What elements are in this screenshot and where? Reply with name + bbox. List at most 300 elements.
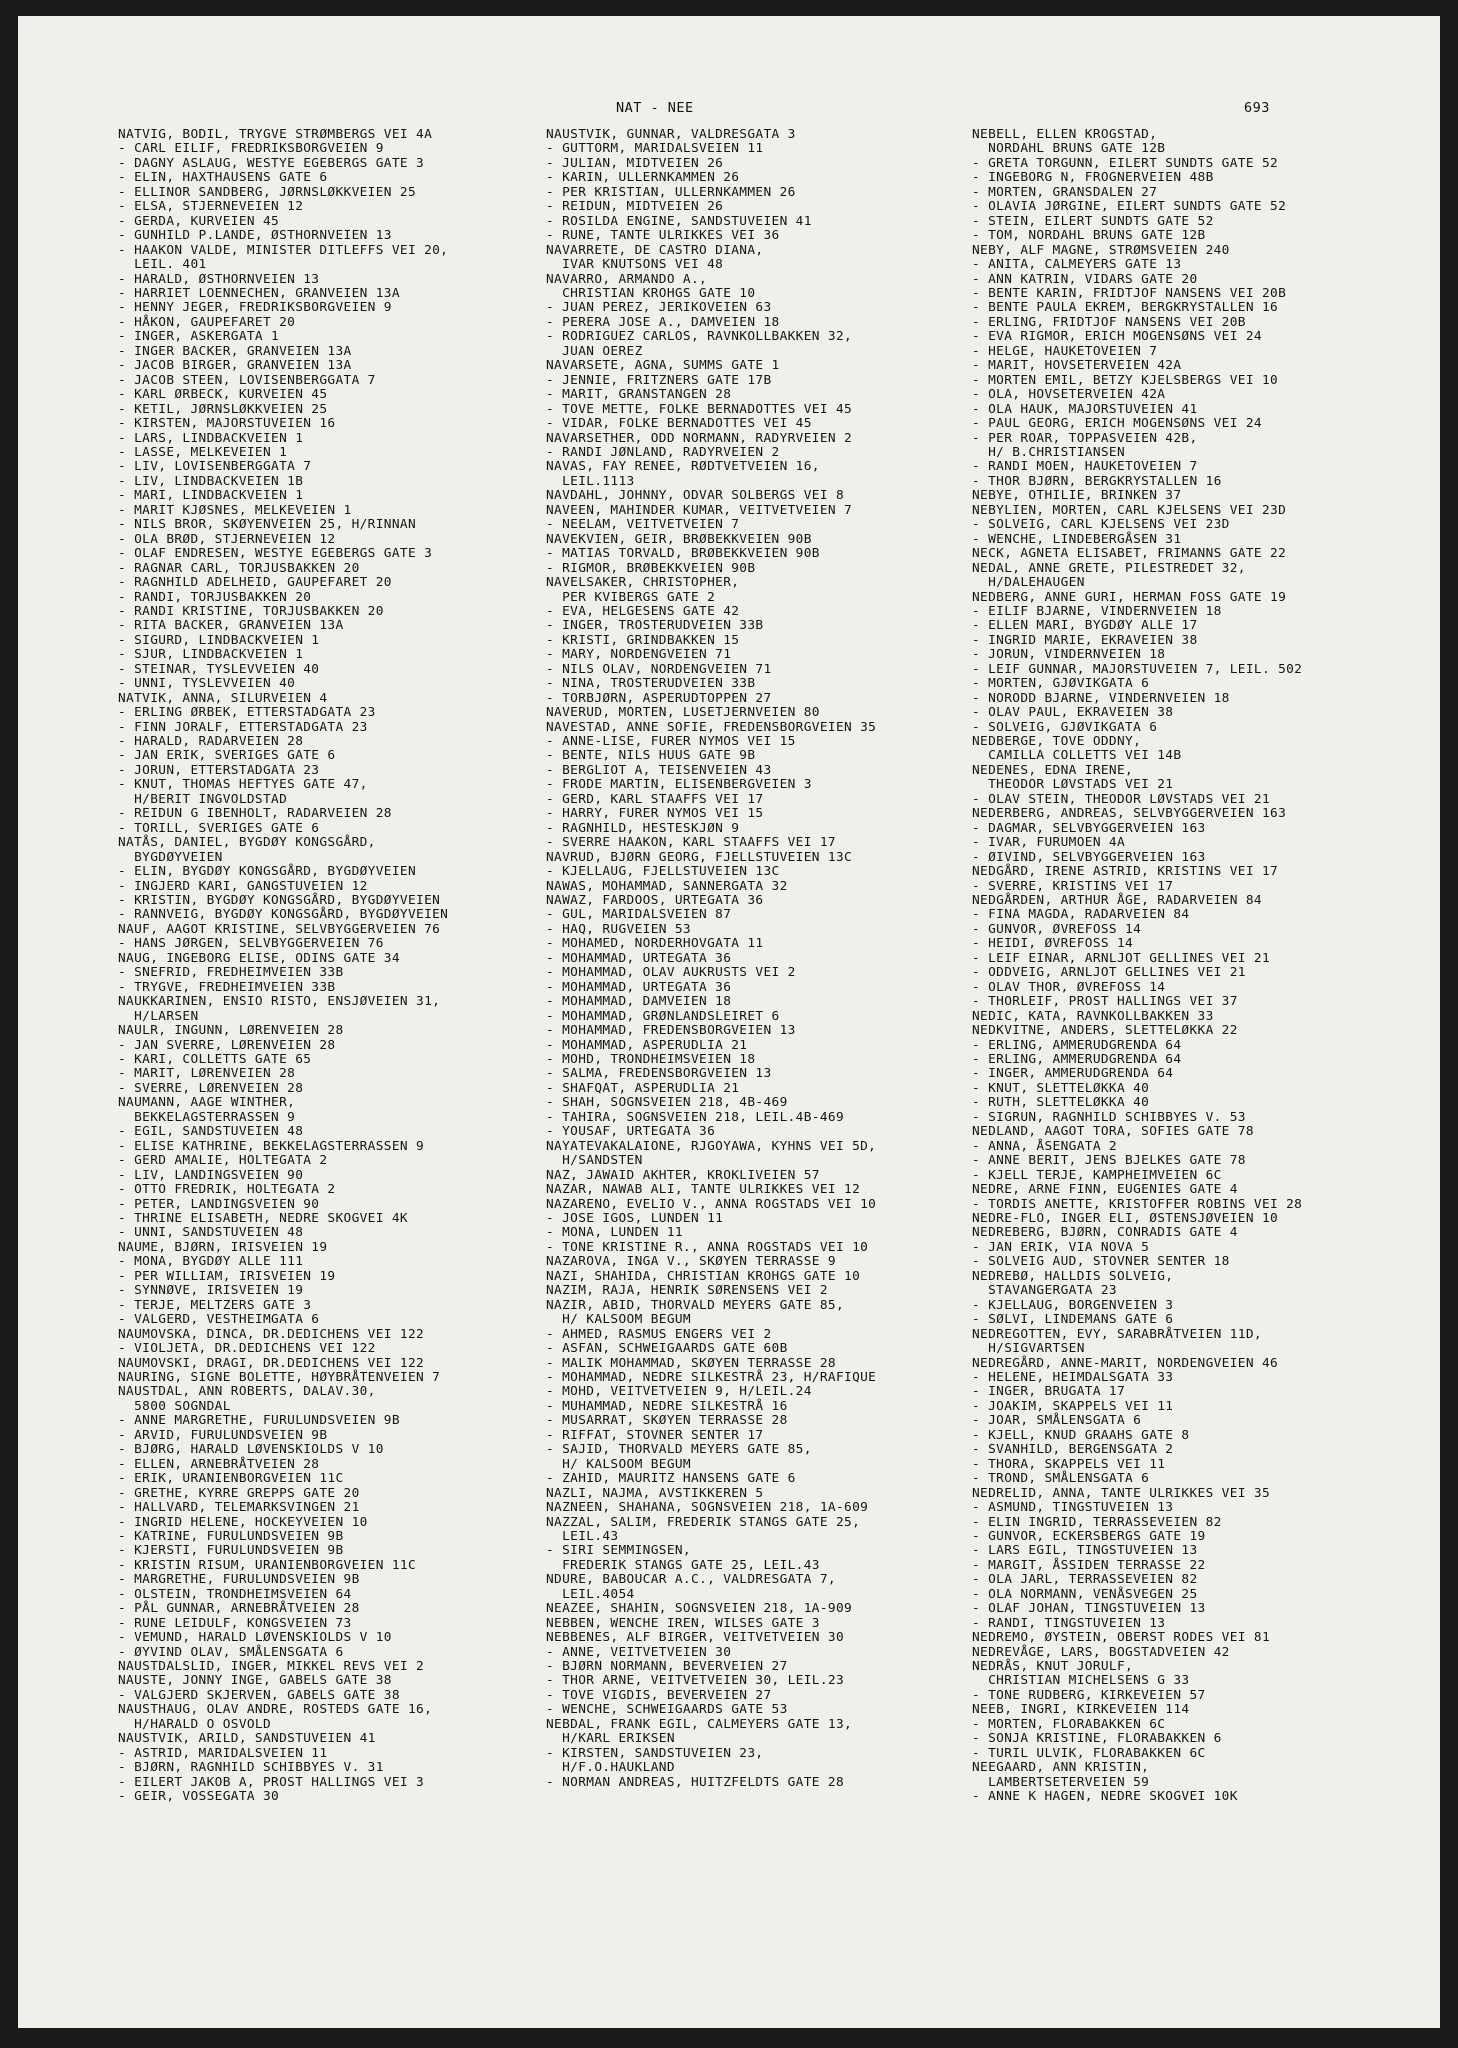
directory-entry: - MARIT, LØRENVEIEN 28 [118,1066,296,1082]
directory-entry: - SIRI SEMMINGSEN, [546,1543,691,1559]
directory-entry: - OLAF JOHAN, TINGSTUVEIEN 13 [972,1601,1206,1617]
listing-column-1 [118,128,448,1805]
directory-entry: - TRYGVE, FREDHEIMVEIEN 33B [118,979,336,995]
directory-entry: - ROSILDA ENGINE, SANDSTUVEIEN 41 [546,213,812,229]
directory-entry: STAVANGERGATA 23 [972,1283,1117,1299]
directory-entry: - SALMA, FREDENSBORGVEIEN 13 [546,1066,772,1082]
directory-entry: - MARIT, HOVSETERVEIEN 42A [972,358,1182,374]
directory-entry: - TERJE, MELTZERS GATE 3 [118,1297,312,1313]
directory-entry: - ELSA, STJERNEVEIEN 12 [118,199,304,215]
directory-entry: - BENTE KARIN, FRIDTJOF NANSENS VEI 20B [972,285,1287,301]
directory-entry: - GUNVOR, ØVREFOSS 14 [972,921,1142,937]
directory-entry: - IVAR, FURUMOEN 4A [972,835,1126,851]
directory-entry: - SVANHILD, BERGENSGATA 2 [972,1442,1174,1458]
directory-entry: NEBELL, ELLEN KROGSTAD, [972,127,1158,142]
directory-entry: - MOHAMMAD, ASPERUDLIA 21 [546,1037,748,1053]
directory-entry: - RUNE, TANTE ULRIKKES VEI 36 [546,228,780,244]
directory-entry: NAZNEEN, SHAHANA, SOGNSVEIEN 218, 1A-609 [546,1500,869,1516]
directory-entry: NATVIG, BODIL, TRYGVE STRØMBERGS VEI 4A [118,127,433,142]
directory-entry: - GUNHILD P.LANDE, ØSTHORNVEIEN 13 [118,228,392,244]
directory-entry: - INGRID MARIE, EKRAVEIEN 38 [972,632,1198,648]
directory-entry: - DAGNY ASLAUG, WESTYE EGEBERGS GATE 3 [118,155,425,171]
directory-entry: - OTTO FREDRIK, HOLTEGATA 2 [118,1182,336,1198]
directory-entry: NDURE, BABOUCAR A.C., VALDRESGATA 7, [546,1572,836,1588]
directory-entry: - FRODE MARTIN, ELISENBERGVEIEN 3 [546,777,812,793]
directory-entry: - RANDI, TORJUSBAKKEN 20 [118,589,312,605]
directory-entry: BYGDØYVEIEN [118,849,223,865]
directory-entry: - TOVE METTE, FOLKE BERNADOTTES VEI 45 [546,401,853,417]
directory-entry: - CARL EILIF, FREDRIKSBORGVEIEN 9 [118,141,384,157]
directory-entry: - NILS OLAV, NORDENGVEIEN 71 [546,661,772,677]
directory-entry: - OLAV THOR, ØVREFOSS 14 [972,979,1166,995]
directory-entry: - VALGJERD SKJERVEN, GABELS GATE 38 [118,1687,400,1703]
directory-entry: CHRISTIAN MICHELSENS G 33 [972,1673,1190,1689]
directory-entry: - BERGLIOT A, TEISENVEIEN 43 [546,762,772,778]
directory-entry: - HARALD, RADARVEIEN 28 [118,734,304,750]
directory-entry: - ELISE KATHRINE, BEKKELAGSTERRASSEN 9 [118,1138,425,1154]
directory-entry: - HEIDI, ØVREFOSS 14 [972,936,1134,952]
directory-entry: NEAZEE, SHAHIN, SOGNSVEIEN 218, 1A-909 [546,1601,853,1617]
directory-entry: NAZIR, ABID, THORVALD MEYERS GATE 85, [546,1297,845,1313]
directory-entry: - BENTE PAULA EKREM, BERGKRYSTALLEN 16 [972,300,1279,316]
directory-entry: - KNUT, THOMAS HEFTYES GATE 47, [118,777,368,793]
directory-entry: - MARIT, GRANSTANGEN 28 [546,387,732,403]
directory-entry: - EVA, HELGESENS GATE 42 [546,603,740,619]
directory-entry: - INGER BACKER, GRANVEIEN 13A [118,343,352,359]
directory-entry: - ERLING ØRBEK, ETTERSTADGATA 23 [118,705,376,721]
directory-entry: NEDREVÅGE, LARS, BOGSTADVEIEN 42 [972,1644,1230,1660]
directory-entry: 5800 SOGNDAL [118,1398,231,1414]
directory-entry: - INGER, ASKERGATA 1 [118,329,280,345]
directory-entry: - SHAFQAT, ASPERUDLIA 21 [546,1080,740,1096]
directory-entry: - ØYVIND OLAV, SMÅLENSGATA 6 [118,1644,344,1660]
directory-entry: - BJØRN, RAGNHILD SCHIBBYES V. 31 [118,1760,384,1776]
directory-entry: - PÅL GUNNAR, ARNEBRÅTVEIEN 28 [118,1601,360,1617]
directory-entry: - GRETHE, KYRRE GREPPS GATE 20 [118,1485,360,1501]
directory-entry: - TORDIS ANETTE, KRISTOFFER ROBINS VEI 28 [972,1196,1303,1212]
directory-entry: H/SIGVARTSEN [972,1341,1085,1357]
directory-entry: NAUSTVIK, ARILD, SANDSTUVEIEN 41 [118,1731,376,1747]
directory-entry: - OLAF ENDRESEN, WESTYE EGEBERGS GATE 3 [118,546,433,562]
directory-entry: - NEELAM, VEITVETVEIEN 7 [546,517,740,533]
directory-entry: - HANS JØRGEN, SELVBYGGERVEIEN 76 [118,936,384,952]
directory-entry: - PERERA JOSE A., DAMVEIEN 18 [546,314,780,330]
directory-entry: - SAJID, THORVALD MEYERS GATE 85, [546,1442,812,1458]
directory-entry: - GERD AMALIE, HOLTEGATA 2 [118,1153,328,1169]
directory-entry: H/KARL ERIKSEN [546,1731,675,1747]
directory-entry: - JORUN, VINDERNVEIEN 18 [972,647,1166,663]
directory-entry: - MUSARRAT, SKØYEN TERRASSE 28 [546,1413,788,1429]
directory-entry: - RANDI JØNLAND, RADYRVEIEN 2 [546,444,780,460]
directory-entry: - JAN ERIK, VIA NOVA 5 [972,1239,1150,1255]
directory-entry: - TONE KRISTINE R., ANNA ROGSTADS VEI 10 [546,1239,869,1255]
directory-entry: NAVARSETE, AGNA, SUMMS GATE 1 [546,358,780,374]
directory-entry: - RODRIGUEZ CARLOS, RAVNKOLLBAKKEN 32, [546,329,853,345]
directory-entry: - LIV, LOVISENBERGGATA 7 [118,459,312,475]
directory-entry: LEIL.43 [546,1528,619,1544]
directory-entry: - JOAR, SMÅLENSGATA 6 [972,1413,1142,1429]
directory-entry: - FINN JORALF, ETTERSTADGATA 23 [118,719,368,735]
directory-entry: - HARALD, ØSTHORNVEIEN 13 [118,271,320,287]
directory-entry: - INGER, AMMERUDGRENDA 64 [972,1066,1174,1082]
directory-entry: - ERIK, URANIENBORGVEIEN 11C [118,1471,344,1487]
directory-entry: - UNNI, SANDSTUVEIEN 48 [118,1225,304,1241]
directory-entry: - KARL ØRBECK, KURVEIEN 45 [118,387,328,403]
directory-entry: NECK, AGNETA ELISABET, FRIMANNS GATE 22 [972,546,1287,562]
directory-entry: - BJØRG, HARALD LØVENSKIOLDS V 10 [118,1442,384,1458]
directory-entry: NAVAS, FAY RENEE, RØDTVETVEIEN 16, [546,459,820,475]
directory-entry: - GERDA, KURVEIEN 45 [118,213,280,229]
directory-entry: - RAGNHILD ADELHEID, GAUPEFARET 20 [118,575,392,591]
directory-entry: H/ KALSOOM BEGUM [546,1312,691,1328]
directory-entry: - THOR BJØRN, BERGKRYSTALLEN 16 [972,473,1222,489]
directory-entry: NAURING, SIGNE BOLETTE, HØYBRÅTENVEIEN 7 [118,1369,441,1385]
directory-entry: NEDREBERG, BJØRN, CONRADIS GATE 4 [972,1225,1238,1241]
directory-entry: NAZIM, RAJA, HENRIK SØRENSENS VEI 2 [546,1283,828,1299]
listing-column-2 [546,128,876,1790]
directory-entry: - RIFFAT, STOVNER SENTER 17 [546,1427,764,1443]
directory-entry: NAUSTDALSLID, INGER, MIKKEL REVS VEI 2 [118,1659,425,1675]
directory-entry: THEODOR LØVSTADS VEI 21 [972,777,1174,793]
directory-entry: NEDENES, EDNA IRENE, [972,762,1134,778]
directory-entry: - LARS EGIL, TINGSTUVEIEN 13 [972,1543,1198,1559]
directory-entry: NEDLAND, AAGOT TORA, SOFIES GATE 78 [972,1124,1254,1140]
directory-entry: - MARY, NORDENGVEIEN 71 [546,647,732,663]
directory-entry: - JACOB BIRGER, GRANVEIEN 13A [118,358,352,374]
directory-entry: - KRISTIN RISUM, URANIENBORGVEIEN 11C [118,1557,417,1573]
directory-entry: NAZZAL, SALIM, FREDERIK STANGS GATE 25, [546,1514,861,1530]
directory-entry: - GUL, MARIDALSVEIEN 87 [546,907,732,923]
directory-entry: - TONE RUDBERG, KIRKEVEIEN 57 [972,1687,1206,1703]
directory-entry: NEDGÅRD, IRENE ASTRID, KRISTINS VEI 17 [972,864,1279,880]
directory-entry: NAVELSAKER, CHRISTOPHER, [546,575,740,591]
directory-entry: - RIGMOR, BRØBEKKVEIEN 90B [546,560,756,576]
directory-entry: - PER WILLIAM, IRISVEIEN 19 [118,1268,336,1284]
directory-entry: NAVARRETE, DE CASTRO DIANA, [546,242,764,258]
directory-entry: - ELIN INGRID, TERRASSEVEIEN 82 [972,1514,1222,1530]
directory-entry: NEDERBERG, ANDREAS, SELVBYGGERVEIEN 163 [972,806,1287,822]
directory-entry: - PER KRISTIAN, ULLERNKAMMEN 26 [546,184,796,200]
directory-entry: - SJUR, LINDBACKVEIEN 1 [118,647,304,663]
directory-entry: - SIGRUN, RAGNHILD SCHIBBYES V. 53 [972,1109,1246,1125]
directory-entry: - MOHAMMAD, URTEGATA 36 [546,979,732,995]
directory-entry: - REIDUN, MIDTVEIEN 26 [546,199,724,215]
directory-entry: - NINA, TROSTERUDVEIEN 33B [546,676,756,692]
directory-entry: - STEINAR, TYSLEVVEIEN 40 [118,661,320,677]
directory-entry: NAVRUD, BJØRN GEORG, FJELLSTUVEIEN 13C [546,849,853,865]
directory-entry: - NORMAN ANDREAS, HUITZFELDTS GATE 28 [546,1774,845,1790]
directory-entry: - ARVID, FURULUNDSVEIEN 9B [118,1427,328,1443]
directory-entry: - MONA, LUNDEN 11 [546,1225,683,1241]
directory-entry: - VIOLJETA, DR.DEDICHENS VEI 122 [118,1341,376,1357]
directory-entry: - SIGURD, LINDBACKVEIEN 1 [118,632,320,648]
directory-entry: - MONA, BYGDØY ALLE 111 [118,1254,304,1270]
directory-entry: NEDREMO, ØYSTEIN, OBERST RODES VEI 81 [972,1630,1271,1646]
directory-entry: NAUG, INGEBORG ELISE, ODINS GATE 34 [118,950,400,966]
directory-entry: - LEIF GUNNAR, MAJORSTUVEIEN 7, LEIL. 502 [972,661,1303,677]
directory-entry: NAVDAHL, JOHNNY, ODVAR SOLBERGS VEI 8 [546,488,845,504]
directory-entry: NAVESTAD, ANNE SOFIE, FREDENSBORGVEIEN 35 [546,719,877,735]
directory-entry: - RAGNHILD, HESTESKJØN 9 [546,820,740,836]
directory-entry: - INGER, BRUGATA 17 [972,1384,1126,1400]
directory-entry: - KNUT, SLETTELØKKA 40 [972,1080,1150,1096]
directory-entry: - MOHAMMAD, GRØNLANDSLEIRET 6 [546,1008,780,1024]
directory-entry: - REIDUN G IBENHOLT, RADARVEIEN 28 [118,806,392,822]
directory-entry: - HAAKON VALDE, MINISTER DITLEFFS VEI 20, [118,242,449,258]
directory-entry: H/LARSEN [118,1008,199,1024]
directory-entry: - HÅKON, GAUPEFARET 20 [118,314,296,330]
directory-entry: - SNEFRID, FREDHEIMVEIEN 33B [118,965,344,981]
directory-entry: NEDREGÅRD, ANNE-MARIT, NORDENGVEIEN 46 [972,1355,1279,1371]
directory-entry: - JOAKIM, SKAPPELS VEI 11 [972,1398,1174,1414]
directory-entry: - ELIN, HAXTHAUSENS GATE 6 [118,170,328,186]
directory-entry: - ØIVIND, SELVBYGGERVEIEN 163 [972,849,1206,865]
directory-entry: - RUNE LEIDULF, KONGSVEIEN 73 [118,1615,352,1631]
directory-entry: - MORTEN, GJØVIKGATA 6 [972,676,1150,692]
directory-entry: NEDRELID, ANNA, TANTE ULRIKKES VEI 35 [972,1485,1271,1501]
listing-column-3 [972,128,1302,1805]
directory-entry: - TURIL ULVIK, FLORABAKKEN 6C [972,1745,1206,1761]
directory-entry: - MALIK MOHAMMAD, SKØYEN TERRASSE 28 [546,1355,836,1371]
directory-entry: - INGER, TROSTERUDVEIEN 33B [546,618,764,634]
directory-entry: - VIDAR, FOLKE BERNADOTTES VEI 45 [546,416,812,432]
directory-entry: - KARI, COLLETTS GATE 65 [118,1052,312,1067]
directory-entry: - ERLING, FRIDTJOF NANSENS VEI 20B [972,314,1246,330]
directory-entry: - ASMUND, TINGSTUVEIEN 13 [972,1500,1174,1516]
directory-entry: - RANNVEIG, BYGDØY KONGSGÅRD, BYGDØYVEIEN [118,907,449,923]
directory-entry: - SVERRE, KRISTINS VEI 17 [972,878,1174,894]
directory-entry: - ANNA, ÅSENGATA 2 [972,1138,1117,1154]
directory-entry: - RANDI KRISTINE, TORJUSBAKKEN 20 [118,603,384,619]
directory-entry: - MOHAMMAD, FREDENSBORGVEIEN 13 [546,1023,796,1039]
directory-entry: NAZAROVA, INGA V., SKØYEN TERRASSE 9 [546,1254,836,1270]
directory-entry: - GRETA TORGUNN, EILERT SUNDTS GATE 52 [972,155,1279,171]
directory-entry: - JAN SVERRE, LØRENVEIEN 28 [118,1037,336,1053]
directory-entry: LEIL.4054 [546,1586,635,1602]
directory-entry: - ANN KATRIN, VIDARS GATE 20 [972,271,1198,287]
directory-entry: - ANITA, CALMEYERS GATE 13 [972,257,1182,273]
directory-entry: - HAQ, RUGVEIEN 53 [546,921,691,937]
directory-entry: - KIRSTEN, MAJORSTUVEIEN 16 [118,416,336,432]
directory-entry: - MOHAMMAD, OLAV AUKRUSTS VEI 2 [546,965,796,981]
directory-entry: - ANNE K HAGEN, NEDRE SKOGVEI 10K [972,1789,1238,1805]
directory-entry: - OLA HAUK, MAJORSTUVEIEN 41 [972,401,1198,417]
directory-entry: - WENCHE, SCHWEIGAARDS GATE 53 [546,1702,788,1718]
directory-entry: NAZI, SHAHIDA, CHRISTIAN KROHGS GATE 10 [546,1268,861,1284]
directory-entry: - ASFAN, SCHWEIGAARDS GATE 60B [546,1341,788,1357]
directory-entry: - KATRINE, FURULUNDSVEIEN 9B [118,1528,344,1544]
directory-entry: NEDGÅRDEN, ARTHUR ÅGE, RADARVEIEN 84 [972,893,1262,909]
directory-entry: - KJELL, KNUD GRAAHS GATE 8 [972,1427,1190,1443]
directory-entry: NAUKKARINEN, ENSIO RISTO, ENSJØVEIEN 31, [118,994,441,1010]
directory-entry: - THOR ARNE, VEITVETVEIEN 30, LEIL.23 [546,1673,845,1689]
directory-entry: - UNNI, TYSLEVVEIEN 40 [118,676,296,692]
directory-entry: - GUTTORM, MARIDALSVEIEN 11 [546,141,764,157]
directory-entry: - OLA BRØD, STJERNEVEIEN 12 [118,531,336,547]
directory-entry: - MUHAMMAD, NEDRE SILKESTRÅ 16 [546,1398,788,1414]
directory-entry: - ERLING, AMMERUDGRENDA 64 [972,1037,1182,1053]
directory-entry: - KJELLAUG, BORGENVEIEN 3 [972,1297,1174,1313]
directory-entry: - SHAH, SOGNSVEIEN 218, 4B-469 [546,1095,788,1111]
directory-entry: - SOLVEIG, CARL KJELSENS VEI 23D [972,517,1230,533]
directory-entry: - MORTEN EMIL, BETZY KJELSBERGS VEI 10 [972,372,1279,388]
directory-entry: - EILIF BJARNE, VINDERNVEIEN 18 [972,603,1222,619]
directory-entry: NEEGAARD, ANN KRISTIN, [972,1760,1150,1776]
directory-entry: NEDREGOTTEN, EVY, SARABRÅTVEIEN 11D, [972,1326,1262,1342]
directory-entry: - GUNVOR, ECKERSBERGS GATE 19 [972,1528,1206,1544]
directory-entry: - EGIL, SANDSTUVEIEN 48 [118,1124,304,1140]
directory-entry: - INGJERD KARI, GANGSTUVEIEN 12 [118,878,368,894]
directory-entry: - TORBJØRN, ASPERUDTOPPEN 27 [546,690,772,706]
directory-entry: - MOHAMMAD, URTEGATA 36 [546,950,732,966]
directory-entry: H/ B.CHRISTIANSEN [972,444,1126,460]
directory-entry: - JAN ERIK, SVERIGES GATE 6 [118,748,336,764]
directory-entry: - JUAN PEREZ, JERIKOVEIEN 63 [546,300,772,316]
directory-entry: - TOVE VIGDIS, BEVERVEIEN 27 [546,1687,772,1703]
directory-entry: - WENCHE, LINDEBERGÅSEN 31 [972,531,1182,547]
directory-entry: - THRINE ELISABETH, NEDRE SKOGVEI 4K [118,1210,408,1226]
directory-entry: - HENNY JEGER, FREDRIKSBORGVEIEN 9 [118,300,392,316]
directory-entry: - STEIN, EILERT SUNDTS GATE 52 [972,213,1214,229]
page-number: 693 [1244,100,1270,116]
directory-entry: - LASSE, MELKEVEIEN 1 [118,444,288,460]
directory-entry: CAMILLA COLLETTS VEI 14B [972,748,1182,764]
directory-entry: NAZLI, NAJMA, AVSTIKKEREN 5 [546,1485,764,1501]
directory-entry: - THORLEIF, PROST HALLINGS VEI 37 [972,994,1238,1010]
directory-entry: - INGRID HELENE, HOCKEYVEIEN 10 [118,1514,368,1530]
directory-entry: - MOHAMMAD, NEDRE SILKESTRÅ 23, H/RAFIQUE [546,1369,877,1385]
directory-entry: - KARIN, ULLERNKAMMEN 26 [546,170,740,186]
directory-entry: NORDAHL BRUNS GATE 12B [972,141,1166,157]
directory-entry: NEDAL, ANNE GRETE, PILESTREDET 32, [972,560,1246,576]
directory-entry: - GEIR, VOSSEGATA 30 [118,1789,280,1805]
directory-entry: NAZAR, NAWAB ALI, TANTE ULRIKKES VEI 12 [546,1182,861,1198]
directory-entry: NEBY, ALF MAGNE, STRØMSVEIEN 240 [972,242,1230,258]
directory-entry: H/F.O.HAUKLAND [546,1760,675,1776]
directory-entry: - MOHD, VEITVETVEIEN 9, H/LEIL.24 [546,1384,812,1400]
directory-entry: - OLA, HOVSETERVEIEN 42A [972,387,1166,403]
directory-entry: - TROND, SMÅLENSGATA 6 [972,1471,1150,1487]
directory-entry: NAUME, BJØRN, IRISVEIEN 19 [118,1239,328,1255]
directory-entry: - ANNE-LISE, FURER NYMOS VEI 15 [546,734,796,750]
directory-entry: - RUTH, SLETTELØKKA 40 [972,1095,1150,1111]
directory-entry: NEDBERG, ANNE GURI, HERMAN FOSS GATE 19 [972,589,1287,605]
directory-entry: - MORTEN, FLORABAKKEN 6C [972,1716,1166,1732]
directory-entry: - KJELLAUG, FJELLSTUVEIEN 13C [546,864,780,880]
directory-entry: - LARS, LINDBACKVEIEN 1 [118,430,304,446]
directory-entry: - OLA NORMANN, VENÅSVEGEN 25 [972,1586,1198,1602]
directory-entry: - HARRIET LOENNECHEN, GRANVEIEN 13A [118,285,400,301]
directory-entry: NAUSTHAUG, OLAV ANDRE, ROSTEDS GATE 16, [118,1702,433,1718]
directory-entry: - ELLINOR SANDBERG, JØRNSLØKKVEIEN 25 [118,184,417,200]
directory-entry: - PETER, LANDINGSVEIEN 90 [118,1196,320,1212]
directory-entry: NEBDAL, FRANK EGIL, CALMEYERS GATE 13, [546,1716,853,1732]
directory-entry: - TORILL, SVERIGES GATE 6 [118,820,320,836]
directory-entry: - MARGIT, ÅSSIDEN TERRASSE 22 [972,1557,1206,1573]
directory-entry: - ASTRID, MARIDALSVEIEN 11 [118,1745,328,1761]
directory-entry: - OLAV STEIN, THEODOR LØVSTADS VEI 21 [972,791,1271,807]
directory-entry: NAWAZ, FARDOOS, URTEGATA 36 [546,893,764,909]
directory-entry: NAWAS, MOHAMMAD, SANNERGATA 32 [546,878,788,894]
directory-entry: - ERLING, AMMERUDGRENDA 64 [972,1052,1182,1067]
directory-entry: NAZARENO, EVELIO V., ANNA ROGSTADS VEI 10 [546,1196,877,1212]
directory-entry: - VEMUND, HARALD LØVENSKIOLDS V 10 [118,1630,392,1646]
directory-entry: H/HARALD O OSVOLD [118,1716,272,1732]
directory-entry: NAVARRO, ARMANDO A., [546,271,708,287]
directory-entry: - BJØRN NORMANN, BEVERVEIEN 27 [546,1659,788,1675]
directory-entry: H/DALEHAUGEN [972,575,1085,591]
directory-entry: - GERD, KARL STAAFFS VEI 17 [546,791,764,807]
directory-entry: - RANDI MOEN, HAUKETOVEIEN 7 [972,459,1198,475]
directory-entry: - ELLEN, ARNEBRÅTVEIEN 28 [118,1456,320,1472]
directory-entry: - MARGRETHE, FURULUNDSVEIEN 9B [118,1572,360,1588]
directory-entry: - YOUSAF, URTEGATA 36 [546,1124,716,1140]
page-title: NAT - NEE [616,100,694,116]
directory-entry: - ANNE, VEITVETVEIEN 30 [546,1644,732,1660]
directory-entry: - OLAV PAUL, EKRAVEIEN 38 [972,705,1174,721]
directory-entry: - INGEBORG N, FROGNERVEIEN 48B [972,170,1214,186]
directory-entry: - RITA BACKER, GRANVEIEN 13A [118,618,344,634]
directory-entry: NAVEEN, MAHINDER KUMAR, VEITVETVEIEN 7 [546,502,853,518]
directory-entry: - LIV, LANDINGSVEIEN 90 [118,1167,304,1183]
directory-entry: - EVA RIGMOR, ERICH MOGENSØNS VEI 24 [972,329,1262,345]
directory-entry: IVAR KNUTSONS VEI 48 [546,257,724,273]
directory-entry: CHRISTIAN KROHGS GATE 10 [546,285,756,301]
directory-page [18,16,1440,2028]
directory-entry: LAMBERTSETERVEIEN 59 [972,1774,1150,1790]
directory-entry: - HELENE, HEIMDALSGATA 33 [972,1369,1174,1385]
directory-entry: - SOLVEIG AUD, STOVNER SENTER 18 [972,1254,1230,1270]
directory-entry: - SØLVI, LINDEMANS GATE 6 [972,1312,1174,1328]
directory-entry: - OLAVIA JØRGINE, EILERT SUNDTS GATE 52 [972,199,1287,215]
directory-entry: - KJERSTI, FURULUNDSVEIEN 9B [118,1543,344,1559]
directory-entry: - MARIT KJØSNES, MELKEVEIEN 1 [118,502,352,518]
directory-entry: FREDERIK STANGS GATE 25, LEIL.43 [546,1557,820,1573]
directory-entry: - HALLVARD, TELEMARKSVINGEN 21 [118,1500,360,1516]
directory-entry: LEIL.1113 [546,473,635,489]
directory-entry: NEBBENES, ALF BIRGER, VEITVETVEIEN 30 [546,1630,845,1646]
directory-entry: NATVIK, ANNA, SILURVEIEN 4 [118,690,328,706]
directory-entry: - ZAHID, MAURITZ HANSENS GATE 6 [546,1471,796,1487]
directory-entry: - OLA JARL, TERRASSEVEIEN 82 [972,1572,1198,1588]
directory-entry: NATÅS, DANIEL, BYGDØY KONGSGÅRD, [118,835,376,851]
directory-entry: - KETIL, JØRNSLØKKVEIEN 25 [118,401,328,417]
directory-entry: NEDRÅS, KNUT JORULF, [972,1659,1134,1675]
directory-entry: - ANNE MARGRETHE, FURULUNDSVEIEN 9B [118,1413,400,1429]
directory-entry: NAUSTVIK, GUNNAR, VALDRESGATA 3 [546,127,796,142]
directory-entry: - THORA, SKAPPELS VEI 11 [972,1456,1166,1472]
directory-entry: - PER ROAR, TOPPASVEIEN 42B, [972,430,1198,446]
directory-entry: NEBYLIEN, MORTEN, CARL KJELSENS VEI 23D [972,502,1287,518]
directory-entry: - JENNIE, FRITZNERS GATE 17B [546,372,772,388]
directory-entry: - TOM, NORDAHL BRUNS GATE 12B [972,228,1206,244]
directory-entry: NEDRE-FLO, INGER ELI, ØSTENSJØVEIEN 10 [972,1210,1279,1226]
directory-entry: - MOHAMMAD, DAMVEIEN 18 [546,994,732,1010]
directory-entry: PER KVIBERGS GATE 2 [546,589,716,605]
directory-entry: - MATIAS TORVALD, BRØBEKKVEIEN 90B [546,546,820,562]
directory-entry: - MOHAMED, NORDERHOVGATA 11 [546,936,764,952]
directory-entry: - LEIF EINAR, ARNLJOT GELLINES VEI 21 [972,950,1271,966]
directory-entry: - BENTE, NILS HUUS GATE 9B [546,748,756,764]
directory-entry: - LIV, LINDBACKVEIEN 1B [118,473,304,489]
directory-entry: - OLSTEIN, TRONDHEIMSVEIEN 64 [118,1586,352,1602]
directory-entry: NAZ, JAWAID AKHTER, KROKLIVEIEN 57 [546,1167,820,1183]
directory-entry: H/SANDSTEN [546,1153,643,1169]
directory-entry: NAUSTE, JONNY INGE, GABELS GATE 38 [118,1673,392,1689]
directory-entry: - MORTEN, GRANSDALEN 27 [972,184,1158,200]
directory-entry: - EILERT JAKOB A, PROST HALLINGS VEI 3 [118,1774,425,1790]
directory-entry: BEKKELAGSTERRASSEN 9 [118,1109,296,1125]
